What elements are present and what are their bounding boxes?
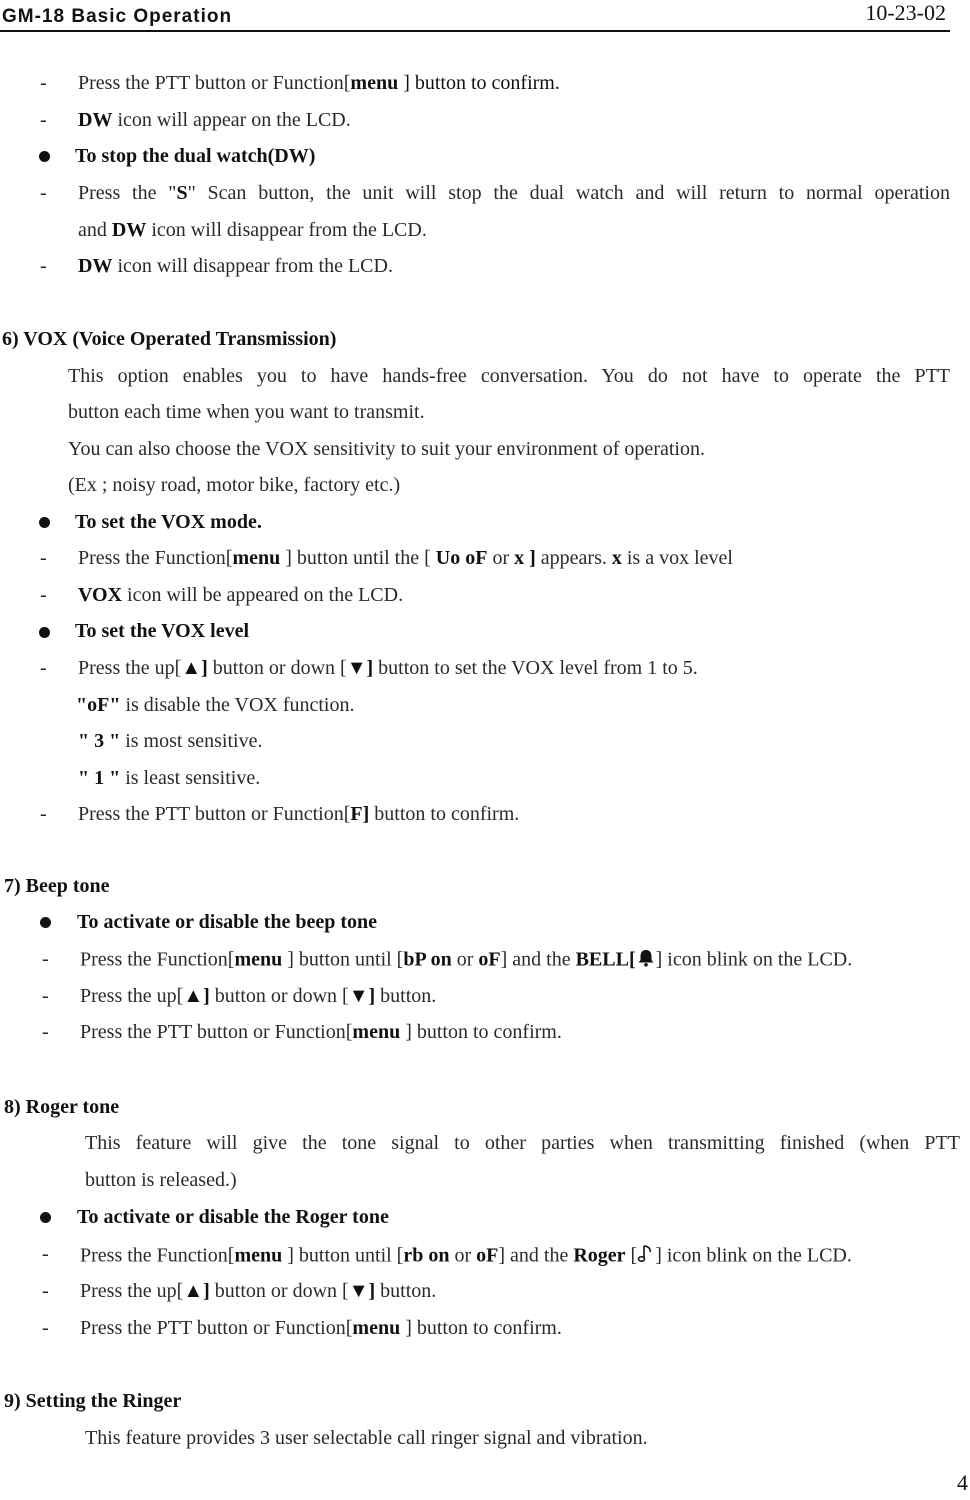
list-item: Press the PTT button or Function[menu ] button to confirm. (80, 1021, 562, 1043)
section-heading-beep: 7) Beep tone (4, 875, 110, 897)
list-item: Press the Function[menu ] button until the [ Uo oF or x ] appears. x is a vox level (78, 547, 733, 569)
subheading: To set the VOX mode. (75, 511, 262, 533)
music-note-icon (637, 1243, 655, 1271)
list-item: Press the up[▲] button or down [▼] button. (80, 1280, 437, 1302)
paragraph: button each time when you want to transmit. (68, 401, 425, 423)
list-item: Press the up[▲] button or down [▼] button to set the VOX level from 1 to 5. (78, 657, 698, 679)
subheading: To activate or disable the Roger tone (77, 1206, 389, 1228)
dash-marker: - (42, 985, 49, 1007)
bullet-icon (40, 1212, 51, 1223)
section-heading-vox: 6) VOX (Voice Operated Transmission) (2, 328, 337, 350)
dash-marker: - (42, 1280, 49, 1302)
section-heading-roger: 8) Roger tone (4, 1096, 120, 1118)
bullet-icon (39, 151, 50, 162)
dash-marker: - (40, 803, 47, 825)
dash-marker: - (42, 1243, 49, 1265)
paragraph: button is released.) (85, 1169, 237, 1191)
list-item: Press the Function[menu ] button until [bP on or oF] and the BELL[ ] icon blink on the LCD. (80, 948, 852, 974)
dash-marker: - (40, 72, 47, 94)
list-item: Press the PTT button or Function[F] button to confirm. (78, 803, 520, 825)
dash-marker: - (40, 584, 47, 606)
page-number: 4 (957, 1470, 968, 1495)
list-item: Press the PTT button or Function[menu ] button to confirm. (80, 1317, 562, 1339)
list-item-continued: " 1 " is least sensitive. (78, 767, 261, 789)
bell-icon (636, 948, 656, 974)
list-item-continued: " 3 " is most sensitive. (78, 730, 263, 752)
bullet-icon (39, 517, 50, 528)
list-item: DW icon will disappear from the LCD. (78, 255, 393, 277)
list-item: Press the up[▲] button or down [▼] button. (80, 985, 437, 1007)
paragraph: This feature provides 3 user selectable call ringer signal and vibration. (85, 1427, 648, 1449)
document-header-title: GM-18 Basic Operation (2, 6, 233, 27)
paragraph: This option enables you to have hands-free conversation. You do not have to operate the PTT (68, 365, 950, 387)
subheading: To set the VOX level (75, 620, 250, 642)
dash-marker: - (42, 1317, 49, 1339)
list-item-continued: "oF" is disable the VOX function. (76, 694, 355, 716)
paragraph: You can also choose the VOX sensitivity to suit your environment of operation. (68, 438, 705, 460)
subheading: To activate or disable the beep tone (77, 911, 377, 933)
list-item: Press the PTT button or Function[menu ] button to confirm. (78, 72, 560, 94)
dash-marker: - (40, 657, 47, 679)
header-rule (0, 30, 950, 32)
dash-marker: - (42, 948, 49, 970)
dash-marker: - (40, 547, 47, 569)
list-item: DW icon will appear on the LCD. (78, 109, 351, 131)
dash-marker: - (42, 1021, 49, 1043)
dash-marker: - (40, 182, 47, 204)
list-item: Press the "S" Scan button, the unit will stop the dual watch and will return to normal operation (78, 182, 950, 204)
section-heading-ringer: 9) Setting the Ringer (4, 1390, 182, 1412)
bullet-icon (40, 917, 51, 928)
paragraph: (Ex ; noisy road, motor bike, factory etc.) (68, 474, 401, 496)
list-item-continued: and DW icon will disappear from the LCD. (78, 219, 427, 241)
list-item: VOX icon will be appeared on the LCD. (78, 584, 404, 606)
bullet-icon (39, 627, 50, 638)
list-item: Press the Function[menu ] button until [rb on or oF] and the Roger [ ] icon blink on the LCD. (80, 1243, 852, 1271)
dash-marker: - (40, 255, 47, 277)
paragraph: This feature will give the tone signal to other parties when transmitting finished (when PTT (85, 1132, 960, 1154)
dash-marker: - (40, 109, 47, 131)
document-date: 10-23-02 (865, 0, 946, 25)
subheading: To stop the dual watch(DW) (75, 145, 316, 167)
